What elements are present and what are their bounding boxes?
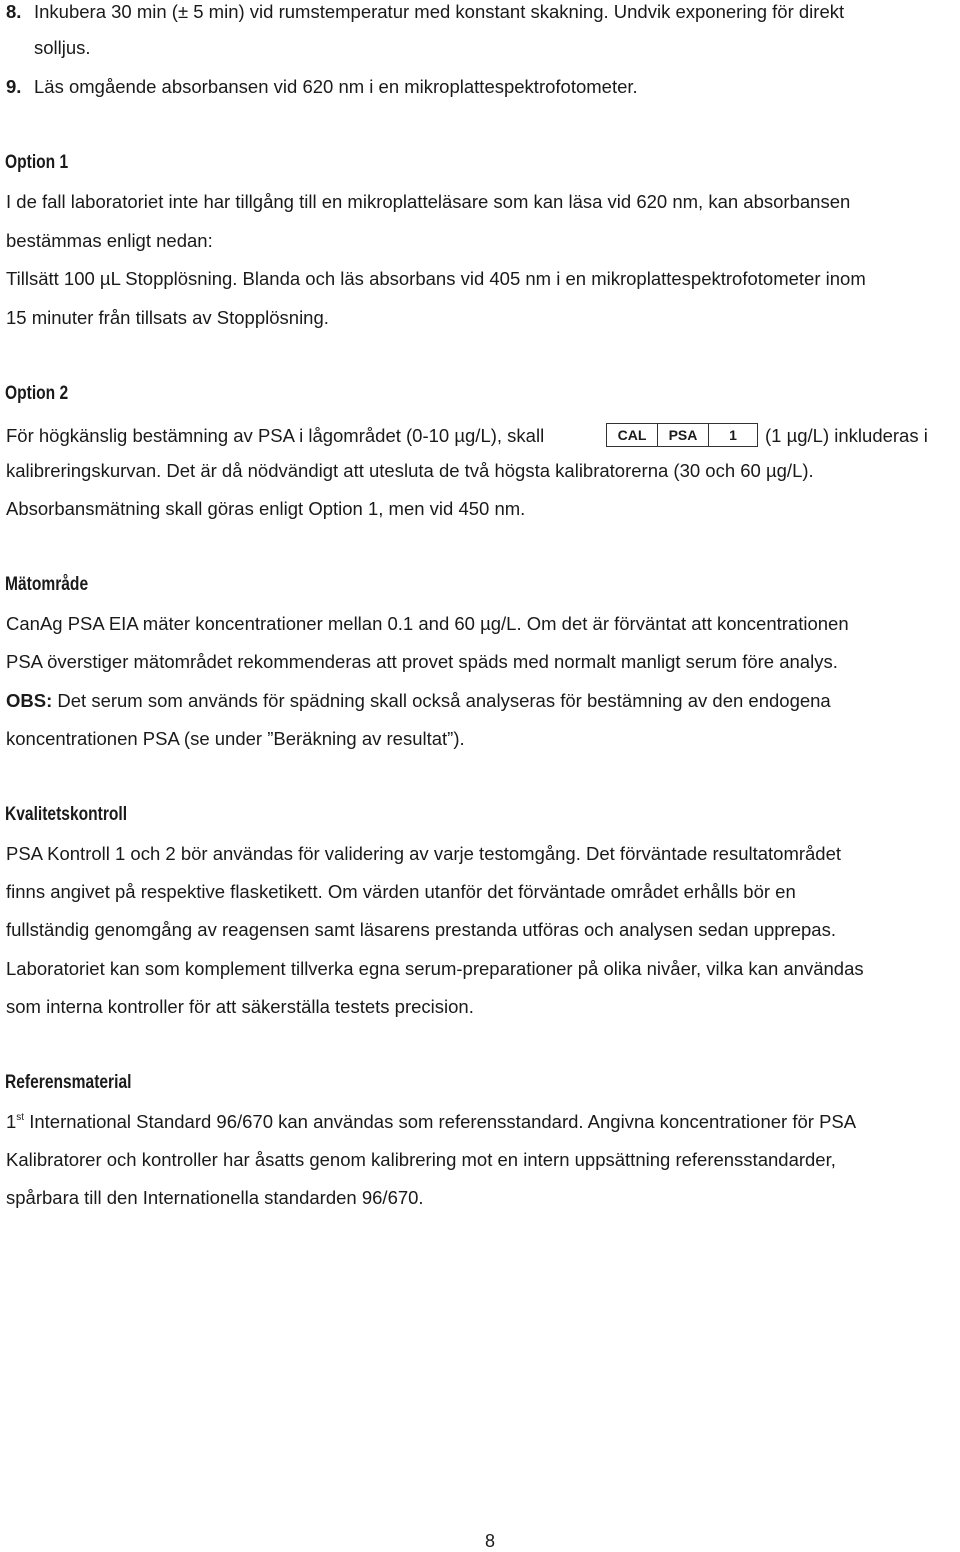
option-1-text-line: 15 minuter från tillsats av Stopplösning. — [6, 307, 329, 328]
obs-text: Det serum som används för spädning skall också analyseras för bestämning av den endogena — [52, 690, 831, 711]
matomrade-text-line: CanAg PSA EIA mäter koncentrationer mellan 0.1 and 60 µg/L. Om det är förväntat att koncentrationen — [6, 613, 849, 634]
referens-text: International Standard 96/670 kan användas som referensstandard. Angivna koncentrationer för PSA — [24, 1111, 857, 1132]
option-1-text-line: bestämmas enligt nedan: — [6, 230, 213, 251]
option-1-text-line: Tillsätt 100 µL Stopplösning. Blanda och läs absorbans vid 405 nm i en mikroplattespektrofotometer inom — [6, 268, 866, 289]
option-2-text-line: kalibreringskurvan. Det är då nödvändigt att utesluta de två högsta kalibratorerna (30 och 60 µg/L). — [6, 460, 814, 481]
kvalitet-text-line: fullständig genomgång av reagensen samt läsarens prestanda utföras och analysen sedan upprepas. — [6, 919, 836, 940]
step-8-line-1 — [6, 0, 844, 24]
obs-line — [6, 689, 831, 713]
step-9-line — [6, 75, 638, 99]
option-2-text-line: Absorbansmätning skall göras enligt Option 1, men vid 450 nm. — [6, 498, 526, 519]
step-number: 8. — [6, 1, 22, 22]
option-2-heading: Option 2 — [5, 383, 69, 404]
obs-label: OBS: — [6, 690, 53, 711]
kvalitet-text-line: finns angivet på respektive flasketikett. Om värden utanför det förväntade området erhålls bör en — [6, 881, 796, 902]
option-2-text-before-box: För högkänslig bestämning av PSA i lågområdet (0-10 µg/L), skall — [6, 425, 545, 446]
cal-label: CAL — [607, 424, 658, 446]
kvalitet-text-line: Laboratoriet kan som komplement tillverka egna serum-preparationer på olika nivåer, vilka kan användas — [6, 958, 864, 979]
step-text: Läs omgående absorbansen vid 620 nm i en mikroplattespektrofotometer. — [34, 76, 638, 97]
referens-text-line: spårbara till den Internationella standarden 96/670. — [6, 1187, 424, 1208]
ordinal-number: 1 — [6, 1111, 17, 1132]
kvalitet-heading: Kvalitetskontroll — [5, 804, 128, 825]
referens-first-line — [6, 1110, 856, 1134]
matomrade-text-line: koncentrationen PSA (se under ”Beräkning av resultat”). — [6, 728, 465, 749]
step-number: 9. — [6, 76, 22, 97]
page-number: 8 — [484, 1531, 495, 1551]
kvalitet-text-line: som interna kontroller för att säkerställa testets precision. — [6, 996, 474, 1017]
kvalitet-text-line: PSA Kontroll 1 och 2 bör användas för validering av varje testomgång. Det förväntade resultatområdet — [6, 843, 842, 864]
referens-heading: Referensmaterial — [5, 1072, 132, 1093]
option-2-text-after-box: (1 µg/L) inkluderas i — [765, 425, 928, 446]
ordinal-suffix: st — [16, 1112, 25, 1123]
step-8-line-2: solljus. — [34, 37, 91, 58]
cal-psa-label-box — [606, 423, 758, 447]
step-text: Inkubera 30 min (± 5 min) vid rumstemperatur med konstant skakning. Undvik exponering för direkt — [34, 1, 845, 22]
matomrade-text-line: PSA överstiger mätområdet rekommenderas att provet späds med normalt manligt serum före analys. — [6, 651, 838, 672]
calibrator-number: 1 — [729, 427, 737, 443]
referens-text-line: Kalibratorer och kontroller har åsatts genom kalibrering mot en intern uppsättning referensstandarder, — [6, 1149, 836, 1170]
matomrade-heading: Mätområde — [5, 574, 89, 595]
psa-label: PSA — [658, 424, 709, 446]
option-1-heading: Option 1 — [5, 152, 69, 173]
option-1-text-line: I de fall laboratoriet inte har tillgång till en mikroplatteläsare som kan läsa vid 620 nm, kan absorbansen — [6, 191, 851, 212]
